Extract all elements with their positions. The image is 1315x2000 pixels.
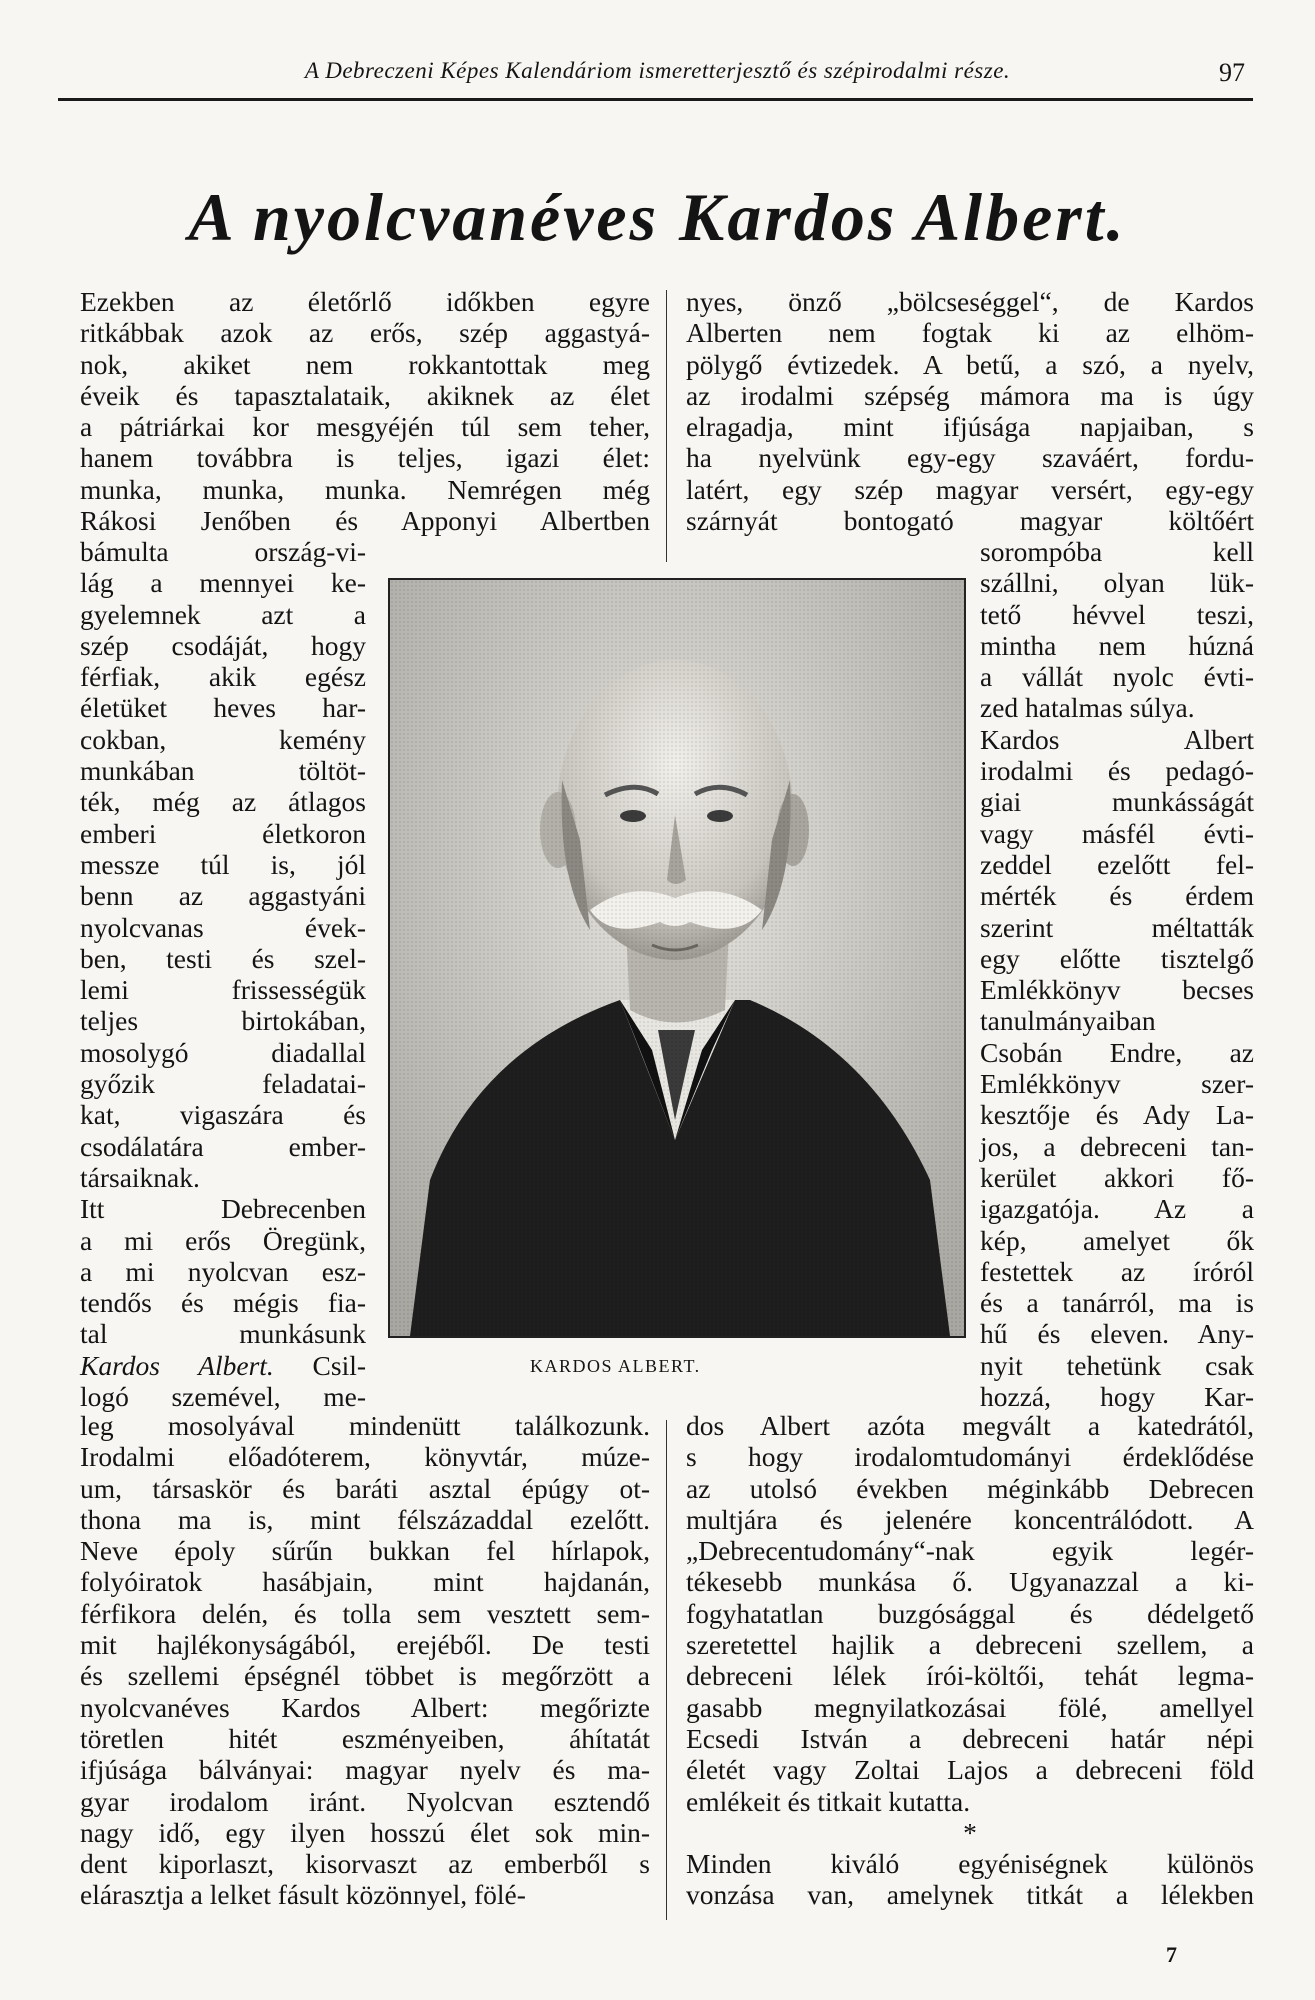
column-1-bottom <box>80 1410 650 1911</box>
text-line: dos Albert azóta megvált a katedrától, <box>686 1410 1254 1441</box>
printer-signature-mark: 7 <box>1166 1942 1177 1967</box>
section-break-asterisk: * <box>963 1816 977 1848</box>
column-2-narrow <box>980 536 1254 1412</box>
text-line: nagy idő, egy ilyen hosszú élet sok min- <box>80 1816 650 1848</box>
text-line: férfikora delén, és tolla sem vesztett sem- <box>80 1597 650 1629</box>
text-line: multjára és jelenére koncentrálódott. A <box>686 1503 1254 1535</box>
column-2-bottom <box>686 1410 1254 1911</box>
text-line: ha nyelvünk egy-egy szaváért, fordu- <box>686 442 1254 474</box>
text-line: a mi erős Öregünk, <box>80 1224 366 1256</box>
text-line: bámulta ország-vi- <box>80 536 366 567</box>
text-line: elárasztja a lelket fásult közönnyel, fölé- <box>80 1879 526 1911</box>
column-1-narrow <box>80 536 366 1412</box>
column-2-top <box>686 286 1254 536</box>
text-line: elragadja, mint ifjúsága napjaiban, s <box>686 411 1254 443</box>
text-line: győzik feladatai- <box>80 1068 366 1100</box>
text-line: folyóiratok hasábjain, mint hajdanán, <box>80 1566 650 1598</box>
text-line: és a tanárról, ma is <box>980 1287 1254 1319</box>
text-line: nyit tehetünk csak <box>980 1349 1254 1381</box>
text-line: um, társaskör és baráti asztal épúgy ot- <box>80 1472 650 1504</box>
text-line: latért, egy szép magyar versért, egy-egy <box>686 473 1254 505</box>
text-line: tanulmányaiban <box>980 1005 1156 1037</box>
text-line: emberi életkoron <box>80 817 366 849</box>
text-line: benn az aggastyáni <box>80 880 366 912</box>
text-line: munka, munka, munka. Nemrégen még <box>80 473 650 505</box>
page-number: 97 <box>1219 58 1245 87</box>
text-line: az utolsó években méginkább Debrecen <box>686 1472 1254 1504</box>
text-line: töretlen hitét eszményeiben, áhítatát <box>80 1722 650 1754</box>
text-line: mérték és érdem <box>980 880 1254 912</box>
header-rule <box>58 98 1253 101</box>
text-line: thona ma is, mint félszázaddal ezelőtt. <box>80 1503 650 1535</box>
text-line: nyes, önző „bölcseséggel“, de Kardos <box>686 286 1254 317</box>
text-line: kat, vigaszára és <box>80 1099 366 1131</box>
column-divider-bottom <box>666 1420 667 1920</box>
text-line: kép, amelyet ők <box>980 1224 1254 1256</box>
text-line: a vállát nyolc évti- <box>980 661 1254 693</box>
text-line: ifjúsága bálványai: magyar nyelv és ma- <box>80 1754 650 1786</box>
text-line: debreceni lélek írói-költői, tehát legma- <box>686 1660 1254 1692</box>
text-line: munkában töltöt- <box>80 755 366 787</box>
text-line: gasabb megnyilatkozásai fölé, amellyel <box>686 1691 1254 1723</box>
text-line: tékesebb munkása ő. Ugyanazzal a ki- <box>686 1566 1254 1598</box>
column-divider-top <box>666 290 667 562</box>
text-line: lemi frissességük <box>80 974 366 1006</box>
column-1-top <box>80 286 650 536</box>
text-line: zeddel ezelőtt fel- <box>980 848 1254 880</box>
text-line: Ecsedi István a debreceni határ népi <box>686 1722 1254 1754</box>
text-line: a mi nyolcvan esz- <box>80 1255 366 1287</box>
text-line: Irodalmi előadóterem, könyvtár, múze- <box>80 1441 650 1473</box>
text-line: Emlékkönyv becses <box>980 974 1254 1006</box>
text-line: társaiknak. <box>80 1161 200 1193</box>
text-line: festettek az íróról <box>980 1255 1254 1287</box>
photo-caption: KARDOS ALBERT. <box>530 1356 701 1376</box>
text-line: igazgatója. Az a <box>980 1193 1254 1225</box>
text-line: vagy másfél évti- <box>980 817 1254 849</box>
text-line: szállni, olyan lük- <box>980 567 1254 599</box>
text-line: mit hajlékonyságából, erejéből. De testi <box>80 1629 650 1661</box>
text-line: leg mosolyával mindenütt találkozunk. <box>80 1410 650 1441</box>
text-line: éveik és tapasztalataik, akiknek az élet <box>80 379 650 411</box>
text-line: nyolcvanas évek- <box>80 911 366 943</box>
text-line: hozzá, hogy Kar- <box>980 1381 1254 1413</box>
text-line: tendős és mégis fia- <box>80 1287 366 1319</box>
text-line: életüket heves har- <box>80 692 366 724</box>
text-line: Rákosi Jenőben és Apponyi Albertben <box>80 505 650 537</box>
text-line: egy előtte tisztelgő <box>980 942 1254 974</box>
text-line: gyar irodalom iránt. Nyolcvan esztendő <box>80 1785 650 1817</box>
text-line: logó szemével, me- <box>80 1381 366 1413</box>
text-line: Kardos Albert <box>980 723 1254 755</box>
text-line: Kardos Albert. Csil- <box>80 1349 367 1381</box>
text-line: kesztője és Ady La- <box>980 1099 1254 1131</box>
text-line: a pátriárkai kor mesgyéjén túl sem teher, <box>80 411 650 443</box>
text-line: Alberten nem fogtak ki az elhöm- <box>686 317 1254 349</box>
text-line: „Debrecentudomány“-nak egyik legér- <box>686 1535 1254 1567</box>
text-line: és szellemi épségnél többet is megőrzött a <box>80 1660 650 1692</box>
text-line: tal munkásunk <box>80 1318 366 1350</box>
text-line: szerint méltatták <box>980 911 1254 943</box>
text-line: irodalmi és pedagó- <box>980 755 1254 787</box>
text-line: ték, még az átlagos <box>80 786 366 818</box>
text-line: teljes birtokában, <box>80 1005 366 1037</box>
article-title: A nyolcvanéves Kardos Albert. <box>188 179 1127 255</box>
text-line: gyelemnek azt a <box>80 598 366 630</box>
text-line: s hogy irodalomtudományi érdeklődése <box>686 1441 1254 1473</box>
text-line: mosolygó diadallal <box>80 1036 366 1068</box>
text-line: ben, testi és szel- <box>80 942 366 974</box>
text-line: az irodalmi szépség mámora ma is úgy <box>686 379 1254 411</box>
text-line: tető hévvel teszi, <box>980 598 1254 630</box>
running-title: A Debreczeni Képes Kalendáriom ismeretterjesztő és szépirodalmi része. <box>304 58 1011 83</box>
portrait-photo <box>388 578 966 1338</box>
text-line: szárnyát bontogató magyar költőért <box>686 505 1254 537</box>
text-line: szeretettel hajlik a debreceni szellem, a <box>686 1629 1254 1661</box>
text-line: fogyhatatlan buzgósággal és dédelgető <box>686 1597 1254 1629</box>
text-line: Itt Debrecenben <box>80 1193 366 1225</box>
text-line: dent kiporlaszt, kisorvaszt az emberből s <box>80 1848 650 1880</box>
text-line: cokban, kemény <box>80 723 366 755</box>
text-line: sorompóba kell <box>980 536 1254 567</box>
text-line: ritkábbak azok az erős, szép aggastyá- <box>80 317 650 349</box>
text-line: emlékeit és titkait kutatta. <box>686 1785 971 1817</box>
text-line: zed hatalmas súlya. <box>980 692 1195 724</box>
text-line: Neve époly sűrűn bukkan fel hírlapok, <box>80 1535 650 1567</box>
text-line: nok, akiket nem rokkantottak meg <box>80 348 650 380</box>
text-line: Emlékkönyv szer- <box>980 1068 1254 1100</box>
text-line: pölygő évtizedek. A betű, a szó, a nyelv, <box>686 348 1254 380</box>
text-line: Ezekben az életőrlő időkben egyre <box>80 286 650 317</box>
text-line: jos, a debreceni tan- <box>980 1130 1254 1162</box>
text-line: Csobán Endre, az <box>980 1036 1254 1068</box>
text-line: életét vagy Zoltai Lajos a debreceni föld <box>686 1754 1254 1786</box>
text-line: messze túl is, jól <box>80 848 366 880</box>
portrait-illustration <box>390 580 964 1336</box>
text-line: vonzása van, amelynek titkát a lélekben <box>686 1879 1254 1911</box>
text-line: giai munkásságát <box>980 786 1254 818</box>
text-line: lág a mennyei ke- <box>80 567 366 599</box>
text-line: mintha nem húzná <box>980 629 1254 661</box>
text-line: kerület akkori fő- <box>980 1161 1254 1193</box>
text-line: hanem továbbra is teljes, igazi élet: <box>80 442 650 474</box>
text-line: férfiak, akik egész <box>80 661 366 693</box>
text-line: Minden kiváló egyéniségnek különös <box>686 1848 1254 1880</box>
text-line: hű és eleven. Any- <box>980 1318 1254 1350</box>
text-line: csodálatára ember- <box>80 1130 366 1162</box>
text-line: szép csodáját, hogy <box>80 629 366 661</box>
text-line: nyolcvanéves Kardos Albert: megőrizte <box>80 1691 650 1723</box>
